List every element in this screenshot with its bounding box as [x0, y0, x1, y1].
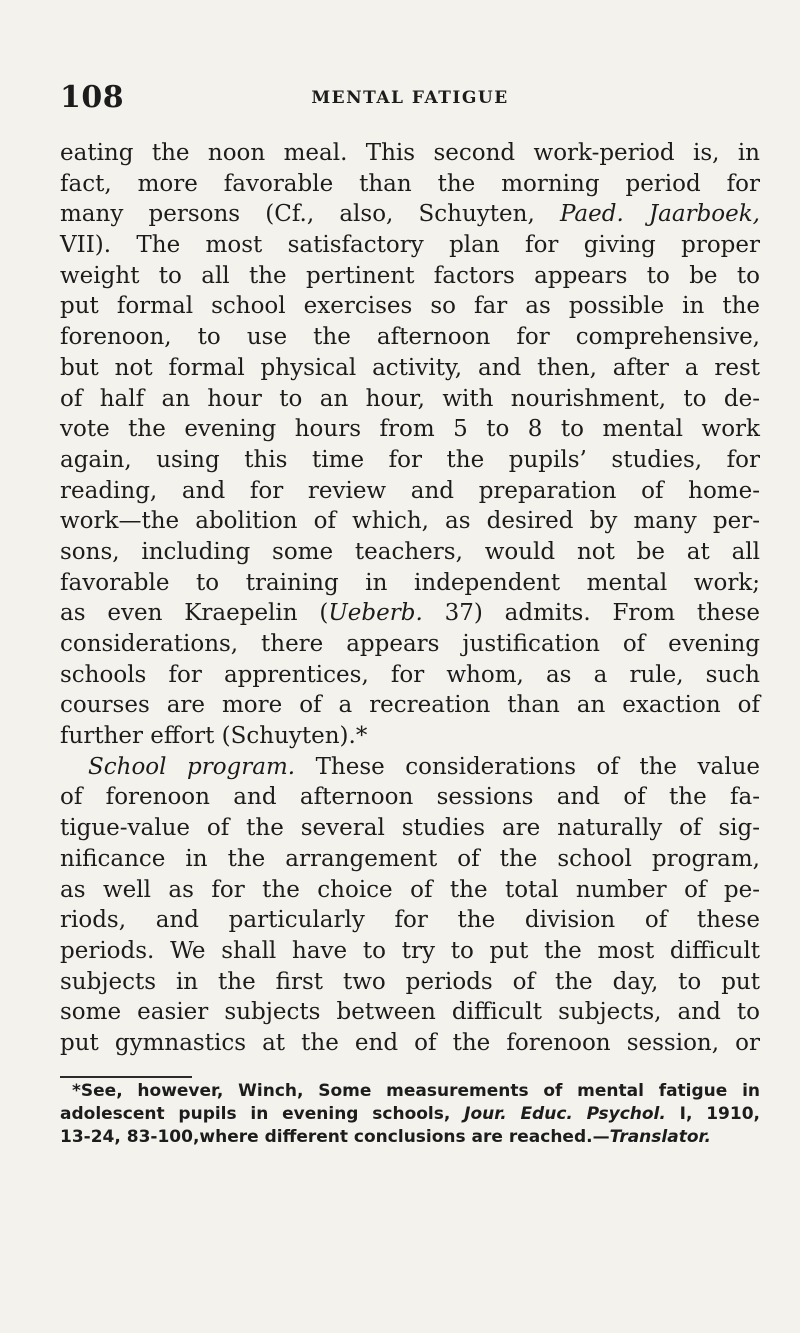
footnote — [60, 1080, 760, 1149]
text-line: favorable to training in independent mental work; — [60, 569, 760, 596]
page-number: 108 — [60, 80, 125, 115]
text-line: VII). The most satisfactory plan for giving proper — [60, 232, 760, 259]
text-line: eating the noon meal. This second work-period is, in — [60, 140, 760, 166]
text-line: riods, and particularly for the division of these — [60, 907, 760, 934]
text-line: but not formal physical activity, and then, after a rest — [60, 354, 760, 381]
text-line: again, using this time for the pupils’ studies, for — [60, 446, 760, 473]
footnote-rule — [60, 1076, 192, 1078]
text-run: adolescent pupils in evening schools, — [60, 1104, 465, 1124]
text-run: as even Kraepelin ( — [60, 600, 329, 627]
text-line: subjects in the first two periods of the day, to put — [60, 968, 760, 995]
text-line: work—the abolition of which, as desired by many per- — [60, 508, 760, 535]
page-header — [60, 80, 760, 114]
text-line: vote the evening hours from 5 to 8 to mental work — [60, 416, 760, 443]
text-line: as well as for the choice of the total number of pe- — [60, 876, 760, 903]
text-line: considerations, there appears justification of evening — [60, 631, 760, 657]
text-line: forenoon, to use the afternoon for comprehensive, — [60, 324, 760, 351]
text-line: periods. We shall have to try to put the most difficult — [60, 937, 760, 964]
text-line: further effort (Schuyten).* — [60, 723, 368, 750]
text-run: 13-24, 83-100,where different conclusions are reached.— — [60, 1127, 610, 1147]
text-line: nificance in the arrangement of the school program, — [60, 845, 760, 872]
italic-citation: Jour. Educ. Psychol. — [464, 1104, 666, 1124]
text-line: some easier subjects between difficult subjects, and to — [60, 999, 760, 1026]
text-line: tigue-value of the several studies are naturally of sig- — [60, 815, 760, 842]
text-run: many persons (Cf., also, Schuyten, — [60, 201, 560, 228]
text-run: 37) admits. From these — [422, 600, 761, 627]
text-line — [60, 199, 760, 230]
text-line: courses are more of a recreation than an exaction of — [60, 692, 760, 719]
italic-citation: Ueberb. — [328, 600, 423, 627]
text-line: put formal school exercises so far as possible in the — [60, 293, 760, 320]
text-line: of half an hour to an hour, with nourishment, to de- — [60, 385, 760, 412]
text-line — [60, 752, 760, 783]
footnote-line — [60, 1126, 760, 1149]
translator-credit: Translator. — [609, 1127, 711, 1147]
text-line: schools for apprentices, for whom, as a rule, such — [60, 661, 760, 688]
text-line: weight to all the pertinent factors appears to be to — [60, 262, 760, 289]
text-line — [60, 598, 760, 629]
italic-citation: Paed. Jaarboek, — [559, 201, 760, 228]
text-line: put gymnastics at the end of the forenoon session, or — [60, 1029, 760, 1056]
footnote-line: *See, however, Winch, Some measurements of mental fatigue in — [72, 1081, 760, 1101]
section-run-in-heading: School program. — [88, 753, 296, 780]
text-run: These considerations of the value — [295, 753, 760, 780]
text-line: sons, including some teachers, would not be at all — [60, 538, 760, 565]
text-line: of forenoon and afternoon sessions and of the fa- — [60, 784, 760, 811]
text-line: fact, more favorable than the morning period for — [60, 170, 760, 197]
footnote-line — [60, 1103, 760, 1126]
text-line: reading, and for review and preparation of home- — [60, 477, 760, 504]
text-run: I, 1910, — [665, 1104, 760, 1124]
running-title: MENTAL FATIGUE — [311, 88, 509, 108]
body-text — [60, 138, 760, 1059]
